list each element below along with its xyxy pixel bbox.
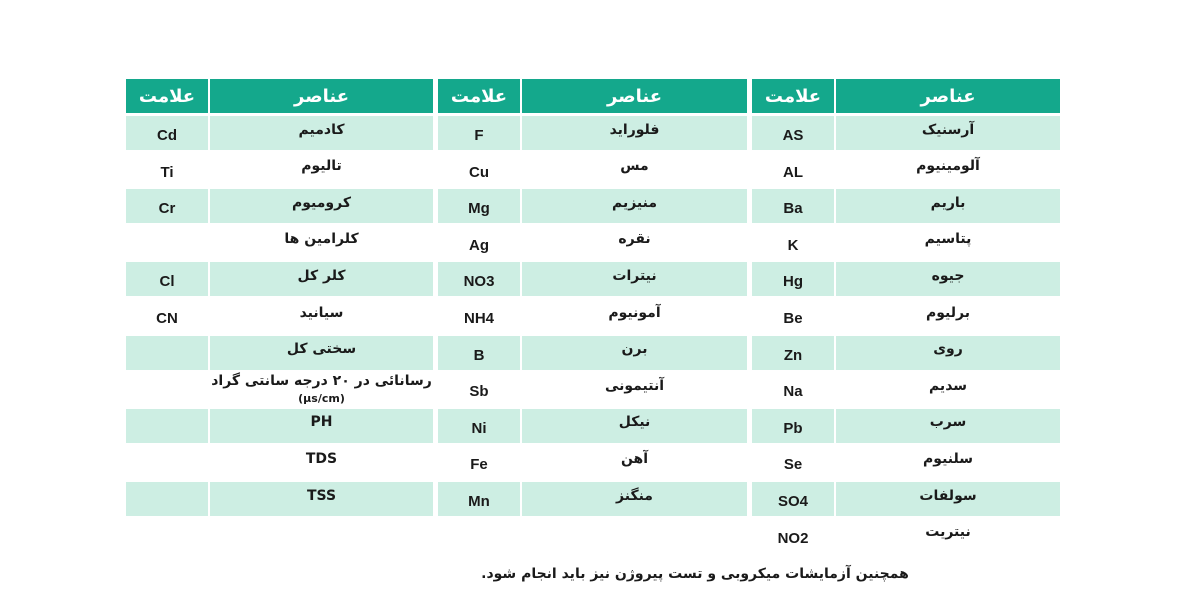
symbol-cell: Cr [126, 189, 208, 223]
table-row [438, 372, 747, 406]
elements-table-left [126, 79, 433, 559]
element-name-cell: آرسنیک [836, 116, 1060, 150]
table-row [752, 189, 1060, 223]
table-row [438, 299, 747, 333]
table-row [126, 226, 433, 260]
symbol-cell [126, 445, 208, 479]
table-row [752, 116, 1060, 150]
element-name-cell: آلومینیوم [916, 158, 980, 175]
element-name-cell: نقره [618, 231, 651, 248]
symbol-cell [126, 482, 208, 516]
symbol-cell [126, 409, 208, 443]
table-row [126, 482, 433, 516]
element-name-cell: PH [210, 409, 433, 443]
table-row [438, 116, 747, 150]
element-name-cell: کادمیم [210, 116, 433, 150]
symbol-cell [126, 372, 208, 406]
symbol-cell: Se [783, 456, 803, 474]
footer-note: همچنین آزمایشات میکروبی و تست پیروژن نیز باید انجام شود. [481, 566, 909, 582]
table-row [438, 226, 747, 260]
element-name-cell: مس [620, 158, 649, 175]
element-name-cell: آمونیوم [608, 304, 661, 321]
element-name-cell: روی [836, 336, 1060, 370]
element-name-cell: نیترات [522, 262, 747, 296]
table-row [126, 299, 433, 333]
symbol-cell: Zn [752, 336, 834, 370]
element-name-cell: پتاسیم [924, 231, 972, 248]
table-row [752, 409, 1060, 443]
symbol-cell: Mg [438, 189, 520, 223]
table-row [438, 445, 747, 479]
symbol-cell: F [438, 116, 520, 150]
symbol-cell: Na [783, 383, 803, 401]
element-name-cell: برن [522, 336, 747, 370]
table-row [752, 482, 1060, 516]
element-name-cell: نیتریت [925, 524, 971, 541]
element-name-cell: آهن [620, 450, 649, 467]
element-name-cell: سولفات [836, 482, 1060, 516]
element-name-cell: سختی کل [210, 336, 433, 370]
symbol-cell: Ti [160, 163, 174, 181]
element-name-cell: برلیوم [926, 304, 970, 321]
symbol-cell: Cu [469, 163, 489, 181]
table-row [126, 445, 433, 479]
element-name-line1: رسانائی در ۲۰ درجه سانتی گراد [211, 372, 432, 389]
element-name-cell: کلر کل [210, 262, 433, 296]
table-row [752, 445, 1060, 479]
table-row [126, 153, 433, 187]
table-row [438, 262, 747, 296]
symbol-cell: Ba [752, 189, 834, 223]
symbol-cell: AS [752, 116, 834, 150]
element-name-cell: منگنز [522, 482, 747, 516]
table-row [126, 372, 433, 406]
element-name-cell: TSS [210, 482, 433, 516]
header-symbol: علامت [126, 79, 208, 113]
element-name-cell: نیکل [522, 409, 747, 443]
table-row [126, 409, 433, 443]
element-name-cell: کرومیوم [210, 189, 433, 223]
element-name-unit: (µs/cm) [298, 392, 345, 406]
symbol-cell: AL [783, 163, 803, 181]
element-name-cell: TDS [305, 450, 338, 467]
table-row [438, 189, 747, 223]
symbol-cell [126, 226, 208, 260]
elements-table-right [752, 79, 1060, 559]
symbol-cell: K [787, 236, 799, 254]
element-name-cell: سدیم [928, 377, 968, 394]
symbol-cell: CN [156, 310, 178, 327]
element-name-cell: باریم [836, 189, 1060, 223]
header-symbol: علامت [438, 79, 520, 113]
element-name-cell: منیزیم [522, 189, 747, 223]
table-row [126, 189, 433, 223]
table-row [438, 336, 747, 370]
element-name-cell: کلرامین ها [284, 231, 359, 248]
table-row [126, 262, 433, 296]
header-element: عناصر [522, 79, 747, 113]
symbol-cell: Ni [438, 409, 520, 443]
header-symbol: علامت [752, 79, 834, 113]
element-name-cell: فلوراید [522, 116, 747, 150]
element-name-cell [210, 372, 433, 406]
table-row [438, 153, 747, 187]
element-name-cell: جیوه [836, 262, 1060, 296]
table-row [752, 299, 1060, 333]
symbol-cell [126, 336, 208, 370]
header-element: عناصر [836, 79, 1060, 113]
header-element: عناصر [210, 79, 433, 113]
table-row [126, 336, 433, 370]
symbol-cell: Be [783, 310, 803, 327]
table-row [438, 409, 747, 443]
symbol-cell: Hg [752, 262, 834, 296]
symbol-cell: Mn [438, 482, 520, 516]
table-row [752, 262, 1060, 296]
symbol-cell: NO3 [438, 262, 520, 296]
table-row [752, 336, 1060, 370]
table-row [752, 519, 1060, 553]
symbol-cell: Pb [752, 409, 834, 443]
element-name-cell: تالیوم [301, 158, 342, 175]
elements-table-middle [438, 79, 747, 559]
table-row [752, 226, 1060, 260]
element-name-cell: آنتیمونی [604, 377, 665, 394]
symbol-cell: NO2 [777, 529, 809, 547]
symbol-cell: SO4 [752, 482, 834, 516]
table-row [752, 372, 1060, 406]
table-row [438, 482, 747, 516]
symbol-cell: Sb [469, 383, 489, 401]
element-name-cell: سرب [836, 409, 1060, 443]
symbol-cell: Fe [470, 456, 488, 474]
symbol-cell: B [438, 336, 520, 370]
element-name-cell: سیانید [299, 304, 344, 321]
table-row [752, 153, 1060, 187]
symbol-cell: NH4 [463, 310, 494, 327]
symbol-cell: Cd [126, 116, 208, 150]
symbol-cell: Ag [469, 236, 489, 254]
element-name-cell: سلنیوم [923, 450, 973, 467]
table-row [126, 116, 433, 150]
symbol-cell: Cl [126, 262, 208, 296]
